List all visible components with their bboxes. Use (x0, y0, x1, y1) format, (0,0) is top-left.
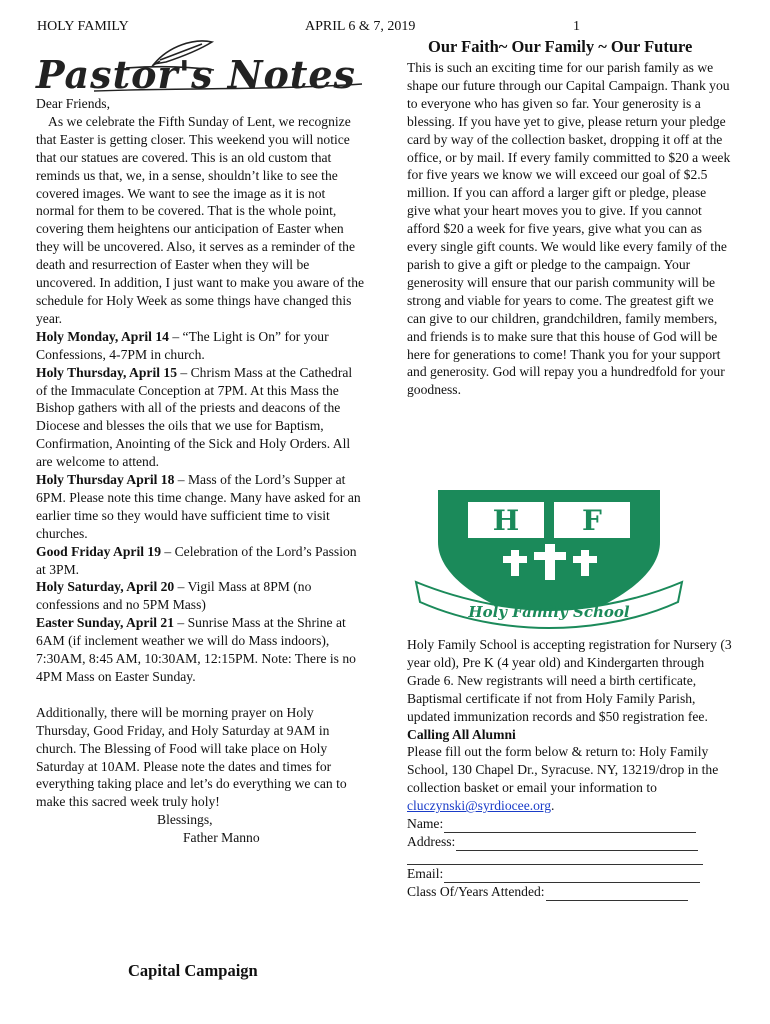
form-email-row (407, 865, 732, 883)
form-address-label: Address: (407, 833, 456, 849)
form-class-field[interactable] (546, 887, 688, 901)
form-address-line2-row (407, 851, 732, 865)
school-section (407, 636, 732, 901)
form-name-label: Name: (407, 816, 444, 832)
campaign-column (407, 59, 732, 399)
form-email-field[interactable] (444, 869, 700, 883)
schedule-day: Easter Sunday, April 21 (36, 615, 174, 631)
alumni-period: . (551, 798, 555, 814)
schedule-text: – “The Light is On” for your Confessions, 4-7PM in church. (36, 328, 329, 362)
holy-family-school-crest (410, 478, 688, 630)
schedule-text: – Mass of the Lord’s Supper at 6PM. Please note this time change. Many have asked for an earlier time so they would have sufficient time to visit churches. (36, 472, 361, 541)
campaign-paragraph: This is such an exciting time for our parish family as we shape our future through our Capital Campaign. Thank you to everyone who has given so far. Your generosity is a blessing. If you have yet to give, please return your pledge card by way of the collection basket, dropping it off at the office, or by mail. If every family committed to $20 a week for five years we know we will exceed our goal of $2.5 million. If you can afford a larger gift or pledge, please give what your heart moves you to give. If you cannot afford $20 a week for five years, give what you can as every single gift counts. We would like every family of the parish to give a gift or pledge to the campaign. Your generosity will ensure that our parish community will be strong and viable for years to come. The greatest gift we can give to our children, grandchildren, family members, and friends is to make sure that this house of God will be here for generations to come! Thank you for your support and generosity. God will repay you a hundredfold for your goodness. (407, 60, 731, 398)
schedule-item (36, 543, 366, 579)
form-class-label: Class Of/Years Attended: (407, 883, 545, 899)
form-email-label: Email: (407, 865, 444, 881)
crest-letter-f: F (582, 504, 602, 537)
schedule-day: Good Friday April 19 (36, 543, 161, 559)
schedule-item (36, 614, 366, 686)
campaign-title: Our Faith~ Our Family ~ Our Future (428, 37, 693, 56)
form-address-line2-field[interactable] (407, 851, 703, 865)
alumni-text: Please fill out the form below & return to: Holy Family School, 130 Chapel Dr., Syracuse. NY, 13219/drop in the collection basket or email your information to (407, 744, 719, 796)
form-name-field[interactable] (444, 819, 696, 833)
form-name-row (407, 815, 732, 833)
schedule-item (36, 328, 366, 364)
schedule-item (36, 364, 366, 471)
header-parish-name: HOLY FAMILY (37, 19, 129, 34)
crest-banner-text: Holy Family School (468, 603, 630, 621)
schedule-text: – Celebration of the Lord’s Passion at 3PM. (36, 543, 357, 577)
schedule-text: – Chrism Mass at the Cathedral of the Immaculate Conception at 7PM. At this Mass the Bishop gathers with all of the priests and deacons of the Diocese and blesses the oils that we use for Baptism, Confirmation, Anointing of the Sick and Holy Orders. All are welcome to attend. (36, 364, 353, 470)
crest-letter-h: H (492, 504, 520, 537)
header-page-number: 1 (573, 19, 580, 34)
pastor-notes-column (36, 95, 366, 847)
alumni-heading: Calling All Alumni (407, 726, 516, 742)
form-address-field[interactable] (456, 837, 698, 851)
schedule-text: – Sunrise Mass at the Shrine at 6AM (if inclement weather we will do Mass indoors), 7:30AM, 8:45 AM, 10:30AM, 12:15PM. Note: There is no 4PM Mass on Easter Sunday. (36, 615, 356, 684)
schedule-item (36, 578, 366, 614)
alumni-paragraph (407, 743, 732, 815)
header-date: APRIL 6 & 7, 2019 (305, 19, 416, 34)
intro-paragraph: As we celebrate the Fifth Sunday of Lent, we recognize that Easter is getting closer. This weekend you will notice that our statues are covered. This is an old custom that reminds us that, we, in a sense, shouldn’t like to see the covered images. We want to see the image as it is not normal for them to be covered. That is the whole point, covering them heightens our anticipation of Easter when they will be uncovered. Also, it serves as a reminder of the death and resurrection of Easter when they will be uncovered. In addition, I just want to make you aware of the schedule for Holy Week as some things have changed this year. (36, 113, 365, 326)
school-registration-paragraph: Holy Family School is accepting registration for Nursery (3 year old), Pre K (4 year old) and Kindergarten through Grade 6. New registrants will need a birth certificate, Baptismal certificate if not from Holy Family Parish, updated immunization records and $50 registration fee. (407, 637, 732, 724)
schedule-item (36, 471, 366, 543)
alumni-email-link[interactable]: cluczynski@syrdiocee.org (407, 798, 552, 814)
schedule-day: Holy Thursday, April 15 (36, 364, 178, 380)
signature: Father Manno (183, 830, 260, 846)
closing-blessing: Blessings, (157, 812, 213, 828)
capital-campaign-heading: Capital Campaign (128, 961, 258, 980)
schedule-day: Holy Thursday April 18 (36, 472, 175, 488)
form-address-row (407, 833, 732, 851)
pastors-notes-logo-text: Pastor's Notes (36, 52, 356, 97)
schedule-day: Holy Monday, April 14 (36, 328, 169, 344)
additional-paragraph: Additionally, there will be morning prayer on Holy Thursday, Good Friday, and Holy Saturday at 9AM in church. The Blessing of Food will take place on Holy Saturday at 10AM. Please note the dates and times for everything taking place and let’s do everything we can to make this sacred week truly holy! (36, 704, 347, 810)
form-class-row (407, 883, 732, 901)
schedule-day: Holy Saturday, April 20 (36, 579, 175, 595)
greeting: Dear Friends, (36, 96, 110, 111)
schedule-text: – Vigil Mass at 8PM (no confessions and no 5PM Mass) (36, 579, 312, 613)
pastors-notes-logo (34, 36, 366, 98)
